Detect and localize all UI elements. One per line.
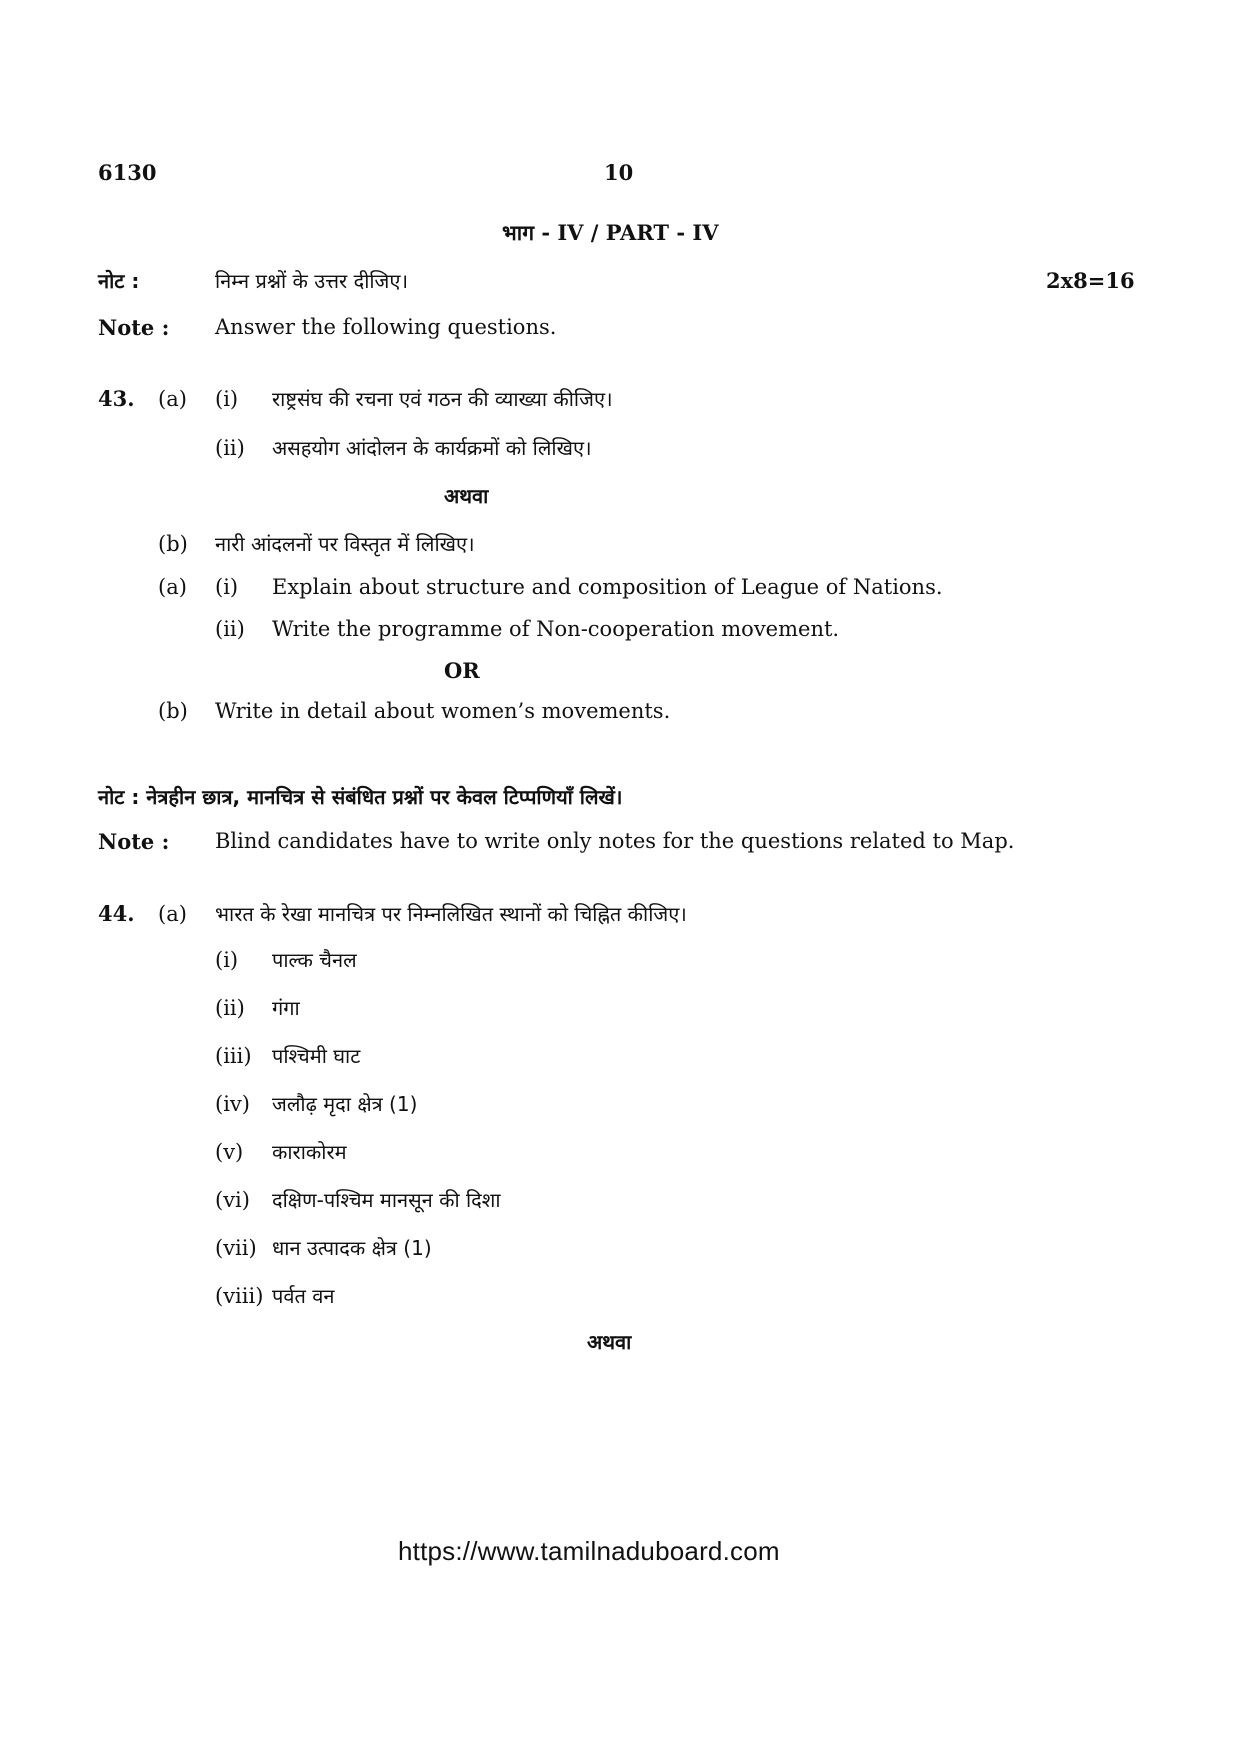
list-item: जलौढ़ मृदा क्षेत्र (1) [272,1092,418,1116]
question-text-hindi: राष्ट्रसंघ की रचना एवं गठन की व्याख्या कीजिए। [272,387,613,411]
question-text-english: Write in detail about women’s movements. [215,699,671,723]
footer-url[interactable]: https://www.tamilnaduboard.com [398,1536,780,1566]
or-divider-hindi: अथवा [587,1330,632,1354]
sub-label: (ii) [215,436,245,460]
list-item-label: (ii) [215,996,245,1020]
list-item-label: (viii) [215,1284,264,1308]
list-item: गंगा [272,996,300,1020]
list-item-label: (i) [215,948,239,972]
list-item-label: (v) [215,1140,244,1164]
or-divider-hindi: अथवा [444,484,489,508]
question-text-english: Write the programme of Non-cooperation movement. [272,617,840,641]
option-label: (a) [158,387,187,411]
page-number: 10 [604,160,634,185]
map-note-hindi: नोट : नेत्रहीन छात्र, मानचित्र से संबंधित प्रश्नों पर केवल टिप्पणियाँ लिखें। [98,785,623,809]
note-text-hindi: निम्न प्रश्नों के उत्तर दीजिए। [215,269,409,293]
question-number: 44. [98,901,135,926]
paper-code: 6130 [98,160,157,185]
sub-label: (i) [215,575,239,599]
question-text-hindi: भारत के रेखा मानचित्र पर निम्नलिखित स्थानों को चिह्नित कीजिए। [215,902,687,926]
map-note-text-english: Blind candidates have to write only notes for the questions related to Map. [215,829,1015,853]
note-label-english: Note : [98,315,170,340]
list-item: धान उत्पादक क्षेत्र (1) [272,1236,432,1260]
list-item-label: (vi) [215,1188,250,1212]
marks-allocation: 2x8=16 [1046,268,1135,293]
question-text-english: Explain about structure and composition of League of Nations. [272,575,943,599]
sub-label: (ii) [215,617,245,641]
list-item-label: (vii) [215,1236,257,1260]
or-divider-english: OR [444,658,480,683]
question-number: 43. [98,386,135,411]
sub-label: (i) [215,387,239,411]
list-item: पर्वत वन [272,1284,335,1308]
option-label: (a) [158,902,187,926]
question-text-hindi: नारी आंदलनों पर विस्तृत में लिखिए। [215,532,475,556]
list-item: काराकोरम [272,1140,347,1164]
part-heading: भाग - IV / PART - IV [502,220,719,245]
option-label: (a) [158,575,187,599]
note-text-english: Answer the following questions. [215,315,557,339]
question-text-hindi: असहयोग आंदोलन के कार्यक्रमों को लिखिए। [272,436,592,460]
list-item-label: (iii) [215,1044,252,1068]
option-label: (b) [158,532,188,556]
list-item: पाल्क चैनल [272,948,357,972]
note-label-hindi: नोट : [98,269,140,293]
option-label: (b) [158,699,188,723]
list-item-label: (iv) [215,1092,250,1116]
list-item: पश्चिमी घाट [272,1044,361,1068]
map-note-label-english: Note : [98,829,170,854]
list-item: दक्षिण-पश्चिम मानसून की दिशा [272,1188,501,1212]
